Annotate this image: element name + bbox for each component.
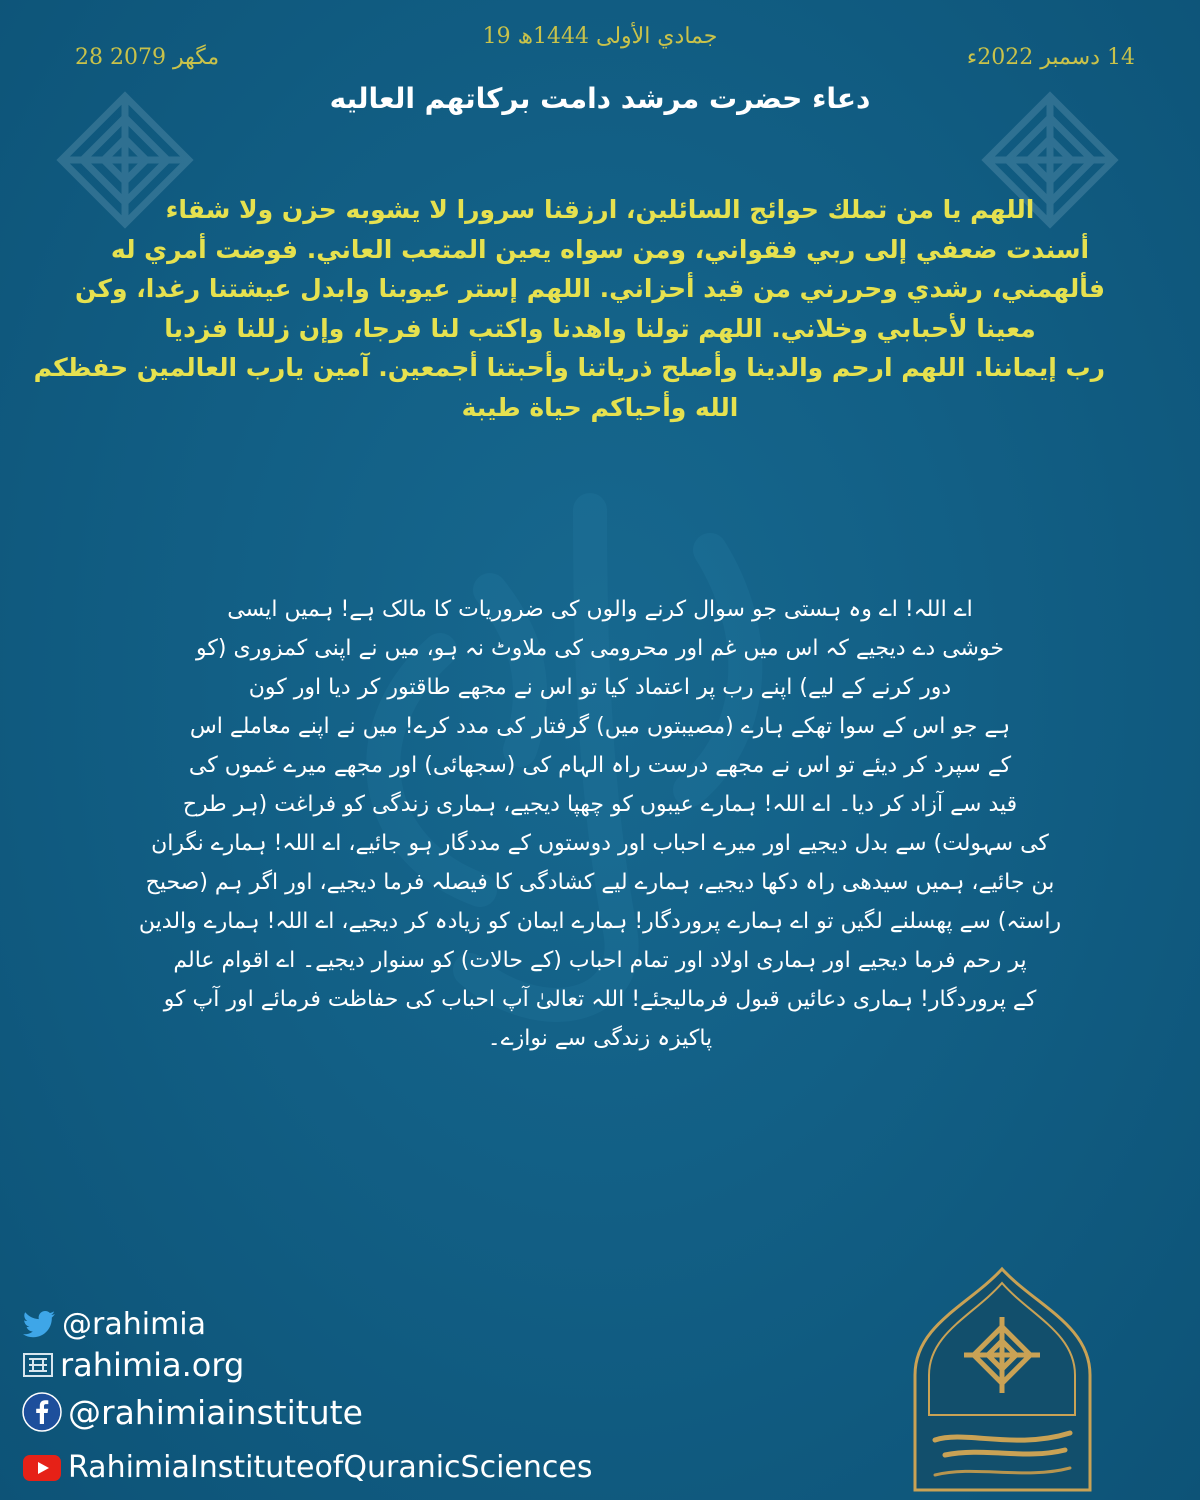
twitter-bird-icon [22,1310,56,1340]
date-bikrami: 28 مگھر 2079 [75,45,220,70]
urdu-line: پاکیزہ زندگی سے نوازے۔ [487,1026,713,1051]
website-link[interactable] [22,1346,244,1384]
urdu-line: کی سہولت) سے بدل دیجیے اور میرے احباب اور دوستوں کے مددگار ہو جائیے، اے اللہ! ہمارے نگران [151,831,1049,856]
urdu-line: اے اللہ! اے وہ ہستی جو سوال کرنے والوں کی ضروریات کا مالک ہے! ہمیں ایسی [227,597,973,622]
date-gregorian: 14 دسمبر 2022ء [966,45,1135,70]
twitter-handle[interactable] [22,1307,206,1342]
urdu-line: کے سپرد کر دیئے تو اس نے مجھے درست راہ الہام کی (سجھائی) اور مجھے میرے غموں کی [188,753,1012,778]
youtube-icon [22,1453,62,1483]
twitter-handle-label: @rahimia [62,1307,207,1342]
urdu-line: پر رحم فرما دیجیے اور ہماری اولاد اور تمام احباب (کے حالات) کو سنوار دیجیے۔ اے اقوام عالم [173,948,1027,973]
facebook-handle[interactable] [22,1392,363,1432]
arabic-dua [33,190,1105,427]
urdu-line: خوشی دے دیجیے کہ اس میں غم اور محرومی کی ملاوٹ نہ ہو، میں نے اپنی کمزوری (کو [196,636,1004,661]
date-hijri: 19 جمادي الأولى 1444ھ [482,24,718,49]
arabic-line: معينا لأحبابي وخلاني. اللهم تولنا واهدنا واكتب لنا فرجا، وإن زللنا فزديا [164,313,1036,343]
youtube-channel[interactable] [22,1450,592,1485]
facebook-icon [22,1392,62,1432]
youtube-channel-label: RahimiaInstituteofQuranicSciences [68,1450,593,1485]
urdu-line: کے پروردگار! ہماری دعائیں قبول فرمالیجئے! اللہ تعالیٰ آپ احباب کی حفاظت فرمائے اور آپ کو [163,987,1037,1012]
urdu-line: ہے جو اس کے سوا تھکے ہارے (مصیبتوں میں) گرفتار کی مدد کرے! میں نے اپنے معاملے اس [189,714,1011,739]
urdu-line: دور کرنے کے لیے) اپنے رب پر اعتماد کیا تو اس نے مجھے طاقتور کر دیا اور کون [248,675,952,700]
website-knot-icon [22,1351,54,1379]
arabic-line: الله وأحياكم حياة طيبة [461,392,739,422]
urdu-line: راستہ) سے پھسلنے لگیں تو اے ہمارے پروردگار! ہمارے ایمان کو زیادہ کر دیجیے، اے اللہ! ہمارے والدین [138,909,1062,934]
urdu-line: بن جائیے، ہمیں سیدھی راہ دکھا دیجیے، ہمارے لیے کشادگی کا فیصلہ فرما دیجیے، اور اگر ہم (صحیح [145,870,1055,895]
urdu-translation [120,590,1080,1058]
page-title: دعاء حضرت مرشد دامت برکاتهم العاليه [329,82,871,115]
arabic-line: فألهمني، رشدي وحررني من قيد أحزاني. اللهم إستر عيوبنا وابدل عيشتنا رغدا، وكن [74,274,1105,303]
urdu-line: قید سے آزاد کر دیا۔ اے اللہ! ہمارے عیبوں کو چھپا دیجیے، ہماری زندگی کو فراغت (ہر طرح [182,792,1018,817]
arabic-line: اللهم يا من تملك حوائج السائلين، ارزقنا سرورا لا يشوبه حزن ولا شقاء [165,195,1035,224]
arabic-line: رب إيماننا. اللهم ارحم والدينا وأصلح ذرياتنا وأحبتنا أجمعين. آمين يارب العالمين حفظكم [33,353,1105,382]
arabic-line: أسندت ضعفي إلى ربي فقواني، ومن سواه يعين المتعب العاني. فوضت أمري له [110,234,1090,264]
rahimia-logo [905,1265,1100,1495]
website-label: rahimia.org [60,1346,245,1384]
facebook-handle-label: @rahimiainstitute [68,1392,363,1432]
